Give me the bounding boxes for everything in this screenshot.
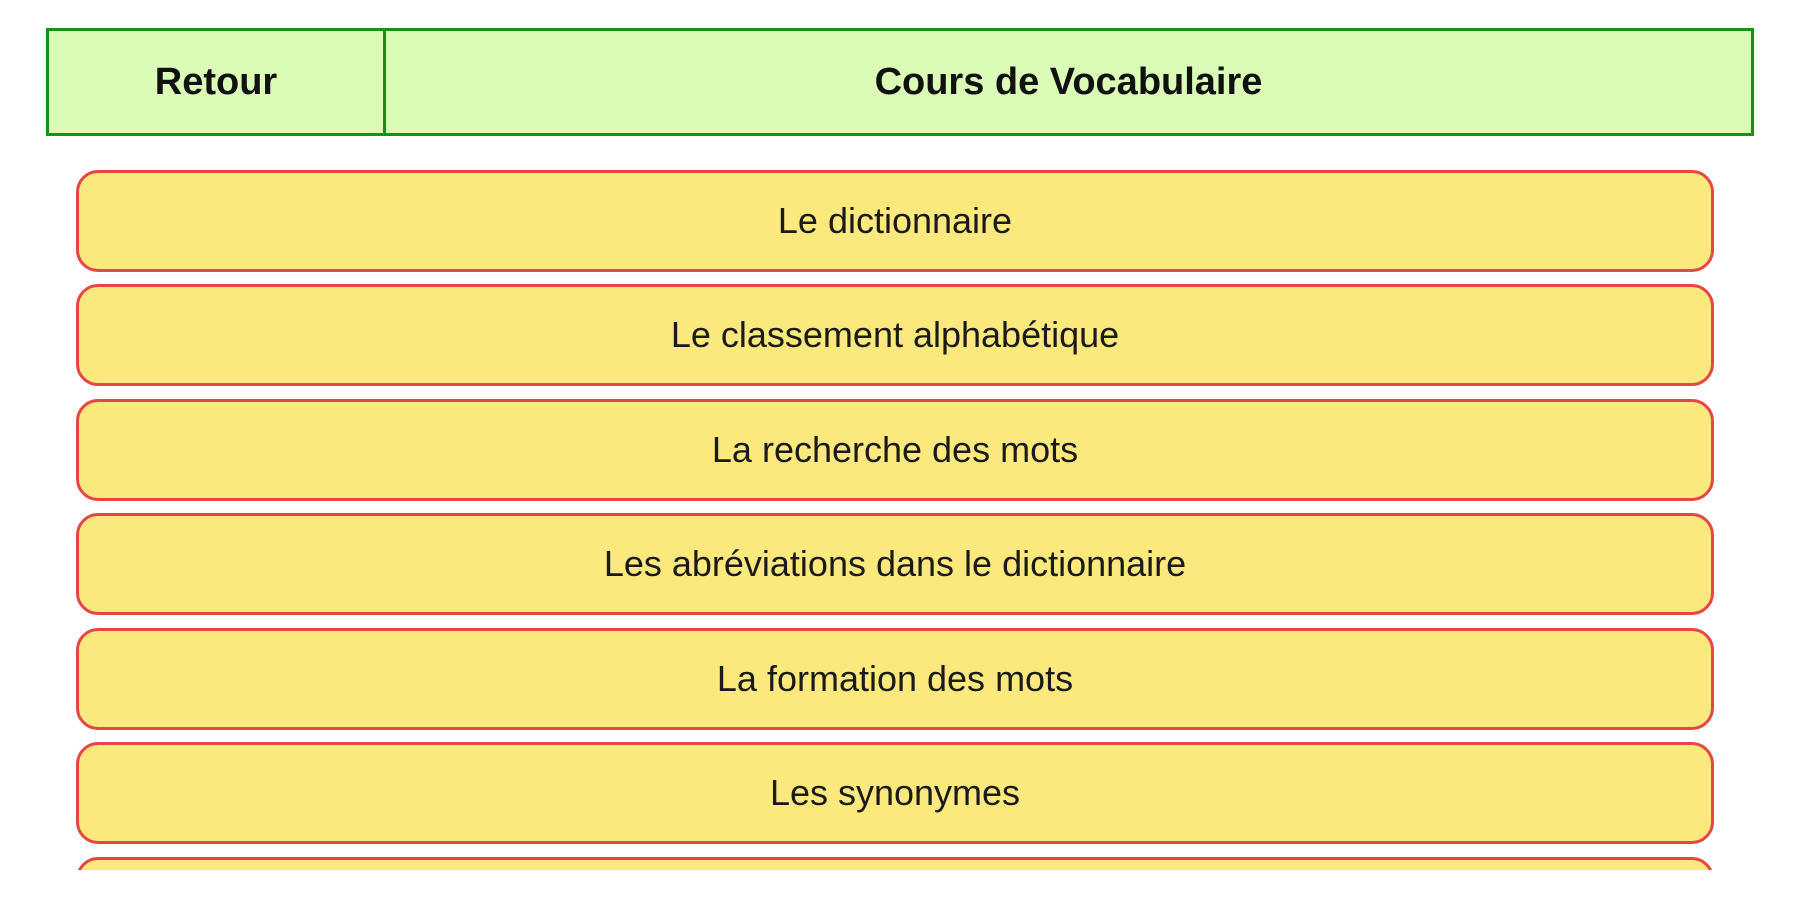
- lesson-item-formation-des-mots[interactable]: La formation des mots: [76, 628, 1714, 730]
- lesson-item-classement-alphabetique[interactable]: Le classement alphabétique: [76, 284, 1714, 386]
- lesson-item-dictionnaire[interactable]: Le dictionnaire: [76, 170, 1714, 272]
- lesson-item-abreviations[interactable]: Les abréviations dans le dictionnaire: [76, 513, 1714, 615]
- lesson-item-recherche-des-mots[interactable]: La recherche des mots: [76, 399, 1714, 501]
- header-bar: [46, 28, 1754, 136]
- lesson-list: [76, 170, 1714, 870]
- back-button[interactable]: Retour: [46, 28, 386, 136]
- lesson-item-partial[interactable]: [76, 857, 1714, 870]
- page-title: Cours de Vocabulaire: [383, 28, 1754, 136]
- lesson-item-synonymes[interactable]: Les synonymes: [76, 742, 1714, 844]
